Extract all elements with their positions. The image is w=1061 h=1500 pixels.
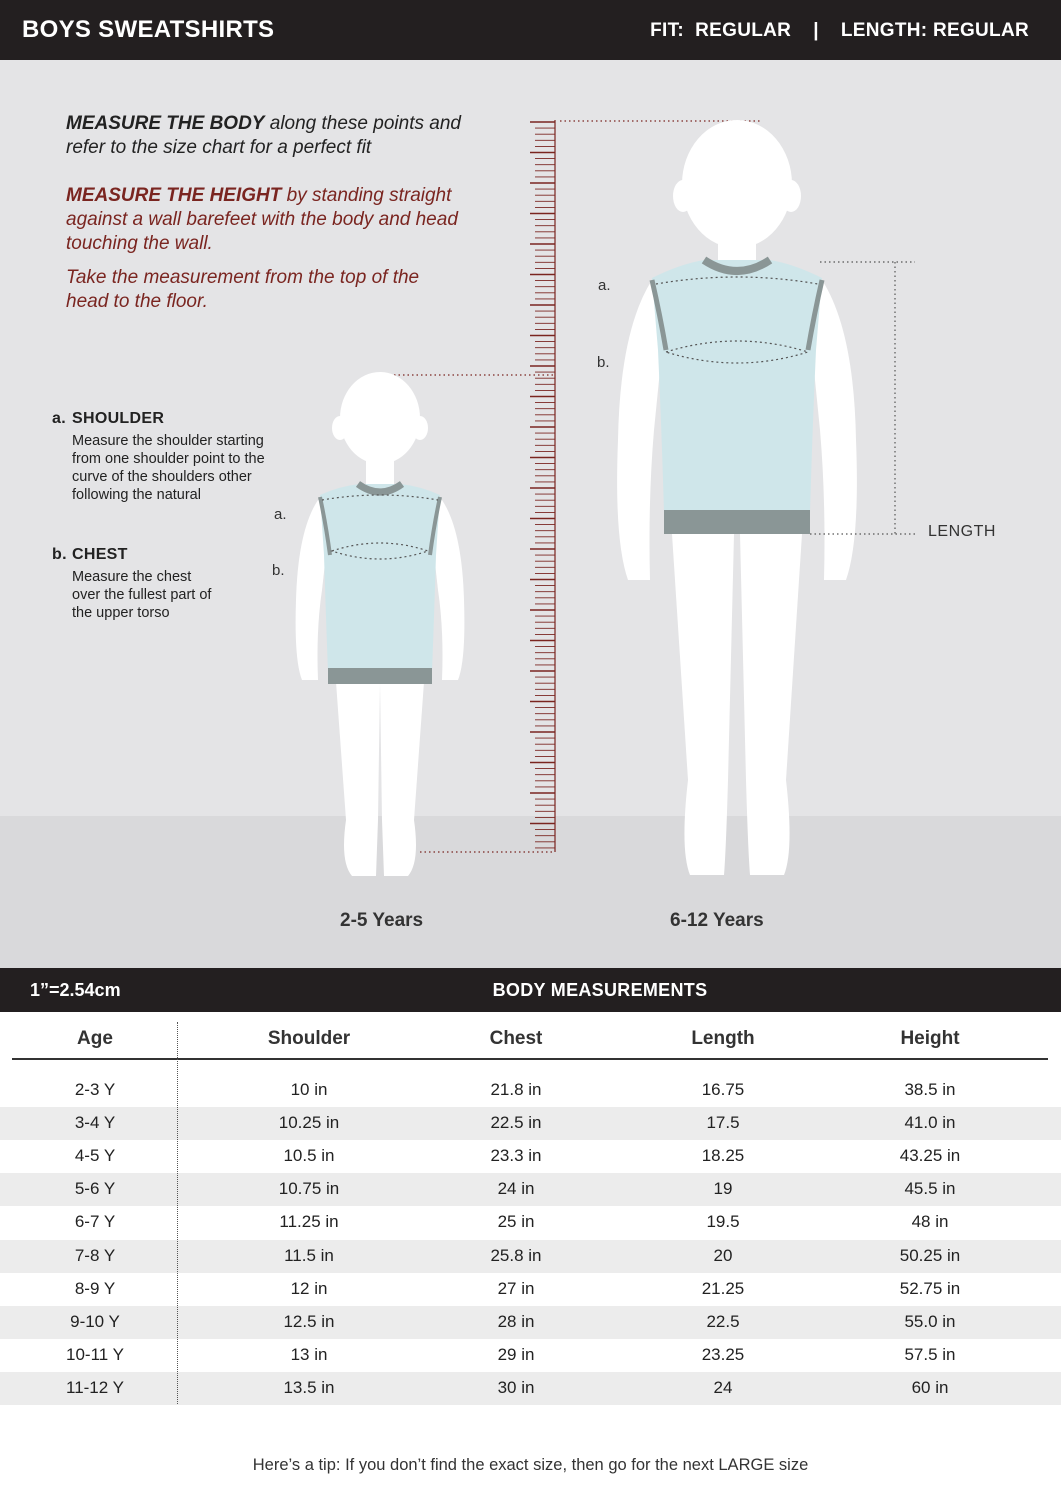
table-row (0, 1339, 1061, 1372)
column-header-height: Height (900, 1028, 960, 1049)
table-cell: 19 (713, 1179, 733, 1199)
table-row (0, 1173, 1061, 1206)
table-cell: 21.25 (701, 1278, 745, 1298)
table-row (0, 1240, 1061, 1273)
large-chest-marker: b. (597, 354, 610, 371)
table-cell: 52.75 in (899, 1278, 961, 1298)
definition-shoulder (52, 410, 272, 504)
header-divider (12, 1058, 1048, 1060)
unit-conversion: 1”=2.54cm (30, 980, 121, 1000)
measure-height-bold: MEASURE THE HEIGHT (66, 185, 282, 206)
table-cell: 60 in (911, 1377, 949, 1397)
table-row (0, 1273, 1061, 1306)
table-cell: 13 in (290, 1344, 328, 1364)
definition-title: CHEST (72, 546, 128, 563)
table-cell: 22.5 (706, 1311, 740, 1331)
table-cell: 23.25 (701, 1344, 745, 1364)
table-cell: 7-8 Y (74, 1245, 116, 1265)
table-cell: 11.5 in (284, 1245, 334, 1265)
table-cell: 29 in (497, 1344, 535, 1364)
fit-label: FIT: REGULAR (650, 20, 792, 41)
table-cell: 10.75 in (278, 1179, 340, 1199)
table-cell: 12.5 in (283, 1311, 335, 1331)
measure-body-instruction (66, 112, 486, 160)
table-cell: 11-12 Y (66, 1377, 124, 1397)
header-separator: | (813, 20, 819, 41)
table-cell: 22.5 in (490, 1113, 542, 1133)
table-cell: 38.5 in (904, 1080, 956, 1099)
large-child-figure (617, 120, 857, 875)
table-cell: 57.5 in (904, 1344, 956, 1364)
definition-chest (52, 546, 252, 622)
table-cell: 17.5 (706, 1113, 740, 1133)
column-header-shoulder: Shoulder (267, 1028, 351, 1049)
table-cell: 30 in (497, 1377, 535, 1397)
table-cell: 41.0 in (904, 1113, 956, 1133)
table-cell: 23.3 in (490, 1146, 542, 1166)
table-cell: 9-10 Y (70, 1311, 120, 1331)
table-cell: 20 (713, 1245, 733, 1265)
definition-letter: b. (52, 546, 67, 563)
table-cell: 13.5 in (283, 1377, 335, 1397)
size-tip: Here’s a tip: If you don’t find the exact size, then go for the next LARGE size (252, 1456, 809, 1474)
large-shoulder-marker: a. (598, 277, 611, 294)
table-cell: 25 in (497, 1212, 535, 1232)
table-title: BODY MEASUREMENTS (492, 980, 708, 1000)
length-marker: LENGTH (928, 523, 996, 540)
table-cell: 16.75 (701, 1080, 745, 1099)
table-cell: 25.8 in (490, 1245, 542, 1265)
definition-title: SHOULDER (72, 410, 165, 427)
table-cell: 12 in (290, 1278, 328, 1298)
table-row (0, 1372, 1061, 1405)
table-cell: 6-7 Y (74, 1212, 116, 1232)
table-cell: 48 in (911, 1212, 949, 1232)
table-cell: 18.25 (701, 1146, 745, 1166)
column-header-chest: Chest (489, 1028, 543, 1049)
table-row (0, 1074, 1061, 1107)
definition-text: Measure the chest over the fullest part of the upper torso (72, 569, 212, 621)
height-ruler (530, 122, 555, 848)
length-label: LENGTH: REGULAR (840, 20, 1029, 41)
table-cell: 24 in (497, 1179, 535, 1199)
table-cell: 11.25 in (279, 1212, 339, 1232)
table-cell: 10 in (290, 1080, 328, 1099)
measure-height-text: by standing straight against a wall barefeet with the body and head touching the wall. (66, 185, 458, 254)
small-age-label: 2-5 Years (340, 910, 424, 931)
column-header-age: Age (77, 1028, 113, 1049)
table-row (0, 1306, 1061, 1339)
measure-body-text: along these points and refer to the size chart for a perfect fit (66, 113, 461, 158)
table-cell: 28 in (497, 1311, 535, 1331)
small-shoulder-marker: a. (274, 506, 287, 523)
table-cell: 10-11 Y (66, 1344, 124, 1364)
table-cell: 5-6 Y (74, 1179, 116, 1199)
table-cell: 55.0 in (904, 1311, 956, 1331)
large-age-label: 6-12 Years (670, 910, 764, 931)
table-cell: 45.5 in (904, 1179, 956, 1199)
table-cell: 10.5 in (283, 1146, 335, 1166)
table-cell: 4-5 Y (74, 1146, 116, 1166)
measure-height-instruction (66, 184, 466, 256)
table-cell: 10.25 in (278, 1113, 340, 1133)
definition-letter: a. (52, 410, 66, 427)
table-row (0, 1206, 1061, 1239)
table-row (0, 1140, 1061, 1173)
column-header-length: Length (691, 1028, 755, 1049)
definition-text: Measure the shoulder starting from one shoulder point to the curve of the shoulders other following the natural (72, 433, 265, 503)
table-header-bar (0, 968, 1061, 1012)
table-cell: 2-3 Y (74, 1080, 116, 1099)
age-column-divider (177, 1022, 178, 1404)
table-row (0, 1107, 1061, 1140)
table-cell: 50.25 in (899, 1245, 961, 1265)
take-measurement-instruction: Take the measurement from the top of the head to the floor. (66, 267, 420, 312)
table-cell: 27 in (497, 1278, 535, 1298)
table-cell: 21.8 in (490, 1080, 542, 1099)
small-child-figure (296, 372, 465, 876)
table-cell: 43.25 in (899, 1146, 961, 1166)
measure-body-bold: MEASURE THE BODY (66, 113, 265, 134)
table-cell: 3-4 Y (74, 1113, 116, 1133)
table-cell: 19.5 (706, 1212, 740, 1232)
table-cell: 8-9 Y (74, 1278, 116, 1298)
page-title: BOYS SWEATSHIRTS (22, 16, 275, 43)
small-chest-marker: b. (272, 562, 285, 579)
table-cell: 24 (713, 1377, 733, 1397)
